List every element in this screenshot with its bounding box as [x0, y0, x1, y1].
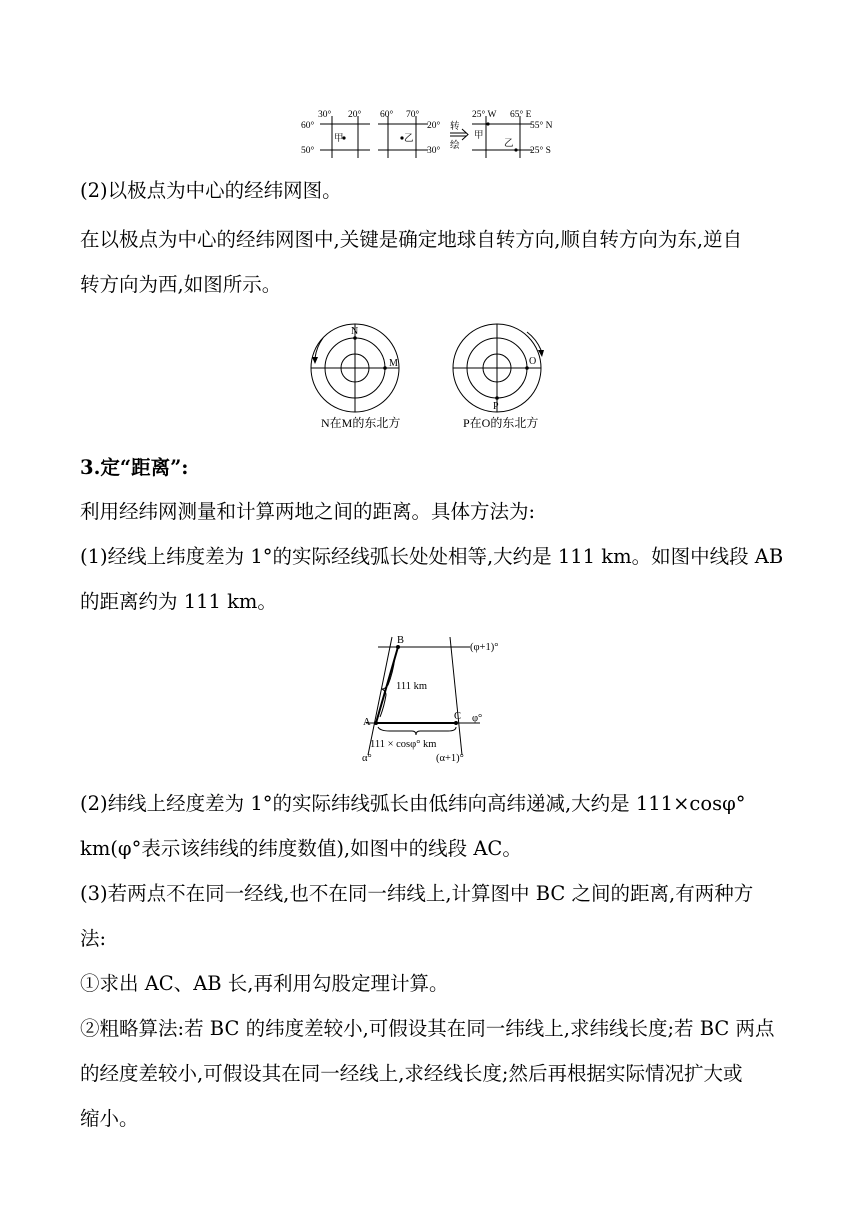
section-heading: 3.定“距离”: [80, 456, 189, 479]
lbl-60: 60° [301, 121, 315, 131]
grid-conversion-figure [300, 108, 580, 158]
lbl-20b: 20° [427, 121, 441, 131]
caption-right: P在O的东北方 [463, 416, 539, 430]
lbl-30b: 30° [427, 146, 441, 156]
para-intro: 利用经纬网测量和计算两地之间的距离。具体方法为: [80, 500, 536, 523]
lbl-60b: 60° [380, 110, 394, 120]
caption-left: N在M的东北方 [321, 416, 401, 430]
lbl-phi: φ° [472, 713, 483, 724]
lbl-n: N [351, 326, 359, 337]
lbl-25w: 25° W [472, 110, 497, 120]
lbl-30: 30° [318, 110, 332, 120]
para-bc-2: 法: [80, 927, 107, 950]
lbl-jia2: 甲 [474, 131, 484, 141]
lbl-50: 50° [301, 146, 315, 156]
lbl-65e: 65° E [510, 110, 532, 120]
lbl-cos: 111 × cosφ° km [370, 739, 437, 750]
para-polar-2: 转方向为西,如图所示。 [80, 273, 282, 296]
lbl-c: C [454, 711, 462, 722]
lbl-70: 70° [406, 110, 420, 120]
lbl-p: P [493, 401, 499, 412]
para-parallel-2: km(φ°表示该纬线的纬度数值),如图中的线段 AC。 [80, 837, 522, 860]
polar-figure [305, 320, 565, 430]
lbl-alpha: α° [362, 753, 372, 764]
lbl-yi: 乙 [404, 134, 414, 144]
para-meridian-1: (1)经线上纬度差为 1°的实际经线弧长处处相等,大约是 111 km。如图中线段 AB [80, 545, 784, 568]
lbl-m: M [389, 358, 398, 369]
lbl-hui: 绘 [450, 141, 460, 151]
lbl-jia: 甲 [334, 134, 344, 144]
para-polar-1: 在以极点为中心的经纬网图中,关键是确定地球自转方向,顺自转方向为东,逆自 [80, 228, 743, 251]
para-method-2c: 缩小。 [80, 1107, 139, 1130]
para-bc-1: (3)若两点不在同一经线,也不在同一纬线上,计算图中 BC 之间的距离,有两种方 [80, 882, 754, 905]
lbl-a: A [363, 717, 371, 728]
lbl-zhuan: 转 [450, 122, 460, 132]
para-method-2b: 的经度差较小,可假设其在同一经线上,求经线长度;然后再根据实际情况扩大或 [80, 1062, 743, 1085]
lbl-b: B [397, 635, 405, 646]
para-polar-heading: (2)以极点为中心的经纬网图。 [80, 179, 342, 202]
distance-figure [360, 633, 560, 763]
lbl-phi1: (φ+1)° [470, 642, 499, 653]
lbl-o: O [529, 356, 537, 367]
lbl-alpha1: (α+1)° [436, 753, 464, 764]
para-method-2a: ②粗略算法:若 BC 的纬度差较小,可假设其在同一纬线上,求纬线长度;若 BC 两点 [80, 1017, 775, 1040]
para-meridian-2: 的距离约为 111 km。 [80, 590, 277, 613]
lbl-20: 20° [348, 110, 362, 120]
lbl-111: 111 km [396, 681, 428, 692]
lbl-yi2: 乙 [504, 139, 514, 149]
para-method-1: ①求出 AC、AB 长,再利用勾股定理计算。 [80, 972, 449, 995]
lbl-25s: 25° S [530, 146, 551, 156]
lbl-55n: 55° N [530, 121, 553, 131]
para-parallel-1: (2)纬线上经度差为 1°的实际纬线弧长由低纬向高纬递减,大约是 111×cosφ° [80, 792, 746, 815]
